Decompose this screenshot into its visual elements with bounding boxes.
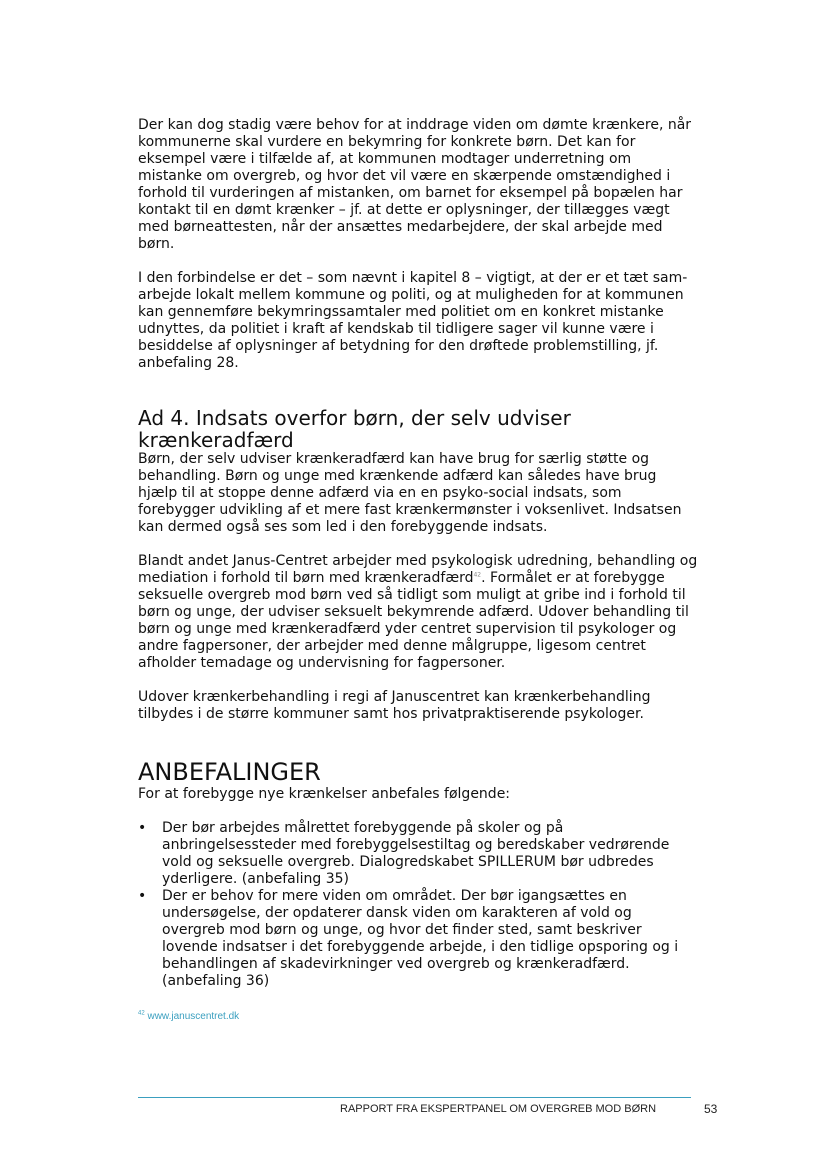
recommendation-item <box>138 820 698 888</box>
footnote-reference[interactable]: 42 <box>473 571 482 579</box>
recommendations-title: ANBEFALINGER <box>138 758 321 786</box>
recommendation-text: Der bør arbejdes målrettet forebyggende på skoler og på anbringelsessteder med forebyggelsestiltag og beredskaber vedrørende vold og seksuelle overgreb. Dialogredskabet SPILLERUM bør udbredes yderligere. (anbefaling 35) <box>162 820 670 887</box>
footnote <box>138 1011 239 1022</box>
section-heading: Ad 4. Indsats overfor børn, der selv udviser krænkeradfærd <box>138 406 571 452</box>
footer-divider <box>138 1097 691 1098</box>
footer-title: RAPPORT FRA EKSPERTPANEL OM OVERGREB MOD BØRN <box>340 1103 657 1115</box>
paragraph-offender-treatment: Udover krænkerbehandling i regi af Januscentret kan krænkerbehandling tilbydes i de større kommuner samt hos privatpraktiserende psykologer. <box>138 689 651 722</box>
bullet-icon: • <box>138 888 147 904</box>
paragraph-known-offenders: Der kan dog stadig være behov for at inddrage viden om dømte krænkere, når kommunerne skal vurdere en bekymring for konkrete børn. Det kan for eksempel være i tilfælde af, at kommunen modtager underretning om mistanke om overgreb, og hvor det vil være en skærpende omstændighed i forhold til vurderingen af mistanken, om barnet for eksempel på bopælen har kontakt til en dømt krænker – jf. at dette er oplysninger, der tillægges vægt med børneattesten, når der ansættes medarbejdere, der skal arbejde med børn. <box>138 117 692 252</box>
janus-text-after: . Formålet er at forebygge seksuelle overgreb mod børn ved så tidligt som muligt at gribe ind i forhold til børn og unge, der udviser seksuelt bekymrende adfærd. Udover behandling til børn og unge med krænkeradfærd yder centret supervision til psykologer og andre fagpersoner, der arbejder med denne målgruppe, ligesom centret afholder temadage og undervisning for fagpersoner. <box>138 570 689 671</box>
page-content <box>138 117 698 990</box>
page-number: 53 <box>704 1102 718 1116</box>
footnote-number: 42 <box>138 1010 145 1017</box>
janus-text-before: Blandt andet Janus-Centret arbejder med psykologisk udredning, behandling og mediation i forhold til børn med krænkeradfærd <box>138 553 698 586</box>
paragraph-janus-centret <box>138 553 698 672</box>
footnote-link[interactable]: www.januscentret.dk <box>147 1011 240 1022</box>
paragraph-children-support: Børn, der selv udviser krænkeradfærd kan have brug for særlig støtte og behandling. Børn og unge med krænkende adfærd kan således have brug hjælp til at stoppe denne adfærd via en en psyko-social indsats, som forebygger udvikling af et mere fast krænkermønster i voksenlivet. Indsatsen kan dermed også ses som led i den forebyggende indsats. <box>138 451 682 535</box>
bullet-icon: • <box>138 820 147 836</box>
paragraph-police-cooperation: I den forbindelse er det – som nævnt i kapitel 8 – vigtigt, at der er et tæt sam-arbejde lokalt mellem kommune og politi, og at muligheden for at kommunen kan gennemføre bekymringssamtaler med politiet om en konkret mistanke udnyttes, da politiet i kraft af kendskab til tidligere sager vil kunne være i besiddelse af oplysninger af betydning for den drøftede problemstilling, jf. anbefaling 28. <box>138 270 688 371</box>
recommendations-intro: For at forebygge nye krænkelser anbefales følgende: <box>138 786 511 802</box>
recommendation-item <box>138 888 698 990</box>
recommendation-text: Der er behov for mere viden om området. Der bør igangsættes en undersøgelse, der opdaterer dansk viden om karakteren af vold og overgreb mod børn og unge, og hvor det finder sted, samt beskriver lovende indsatser i det forebyggende arbejde, i den tidlige opsporing og i behandlingen af skadevirkninger ved overgreb og krænkeradfærd. (anbefaling 36) <box>162 888 679 989</box>
recommendations-list <box>138 820 698 990</box>
